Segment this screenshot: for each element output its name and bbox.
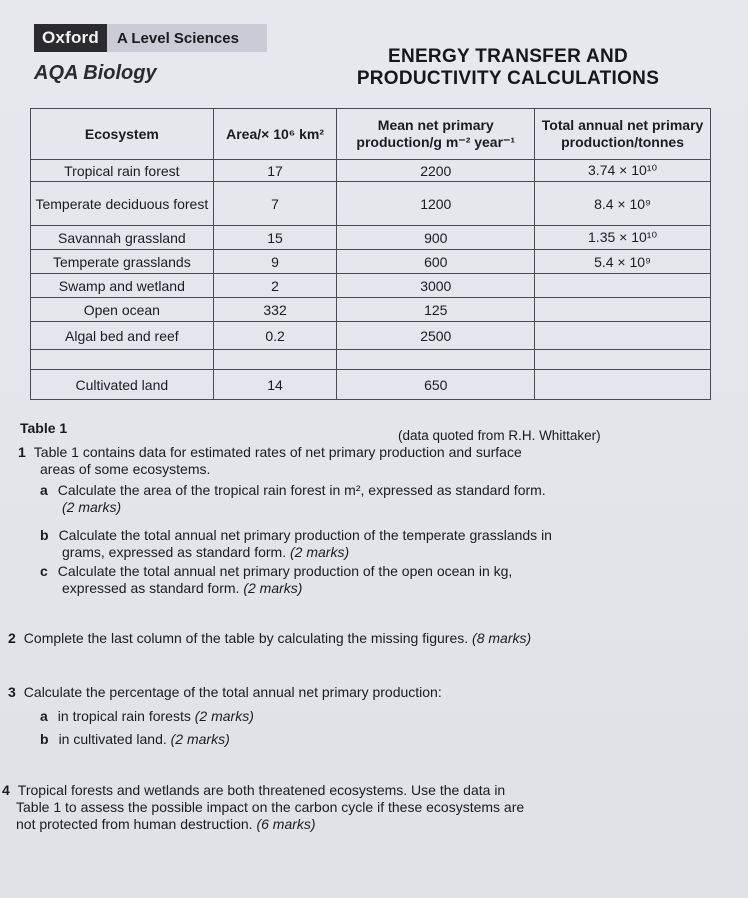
header-total: Total annual net primary production/tonnes: [535, 109, 711, 160]
question-1c: [40, 563, 720, 597]
question-4: [2, 782, 732, 833]
question-number: 4: [2, 782, 10, 798]
cell-area: 9: [213, 250, 337, 274]
cell-npp: 3000: [337, 274, 535, 298]
cell-area: 332: [213, 298, 337, 322]
question-label: a: [40, 708, 48, 724]
table-header-row: [31, 109, 711, 160]
question-3a: [40, 708, 720, 725]
table-row: [31, 250, 711, 274]
question-2: [8, 630, 728, 647]
question-label: c: [40, 563, 48, 579]
question-3b: [40, 731, 720, 748]
cell-npp: 600: [337, 250, 535, 274]
title-line-1: ENERGY TRANSFER AND: [387, 46, 629, 67]
cell-area: 15: [213, 226, 337, 250]
question-text: in cultivated land.: [58, 731, 167, 747]
cell-empty: [535, 350, 711, 370]
question-number: 2: [8, 630, 16, 646]
table-row: [31, 160, 711, 182]
table-row: [31, 226, 711, 250]
table-caption: Table 1: [20, 420, 68, 436]
question-3: [8, 684, 728, 701]
cell-npp: 1200: [337, 182, 535, 226]
cell-total: [535, 274, 711, 298]
question-text: Tropical forests and wetlands are both threatened ecosystems. Use the data in: [17, 782, 506, 798]
header-ecosystem: Ecosystem: [31, 109, 214, 160]
page-title: [318, 46, 698, 90]
table-row: [31, 370, 711, 400]
cell-area: 2: [213, 274, 337, 298]
question-text: Calculate the total annual net primary production of the open ocean in kg,: [57, 563, 513, 579]
cell-ecosystem: Temperate grasslands: [31, 250, 214, 274]
cell-ecosystem: Cultivated land: [31, 370, 214, 400]
brand-bar: [34, 24, 267, 52]
series-label: A Level Sciences: [107, 24, 267, 52]
question-text: Calculate the area of the tropical rain forest in m², expressed as standard form.: [57, 482, 546, 498]
cell-npp: 2200: [337, 160, 535, 182]
header-area: Area/× 10⁶ km²: [213, 109, 337, 160]
question-number: 3: [8, 684, 16, 700]
cell-ecosystem: Swamp and wetland: [31, 274, 214, 298]
cell-npp: 900: [337, 226, 535, 250]
cell-total: 1.35 × 10¹⁰: [535, 226, 711, 250]
question-text: expressed as standard form.: [62, 580, 240, 596]
question-marks: (8 marks): [472, 630, 532, 646]
table-source: (data quoted from R.H. Whittaker): [398, 428, 601, 443]
question-text: grams, expressed as standard form.: [62, 544, 287, 560]
cell-area: 0.2: [213, 322, 337, 350]
question-1: [18, 444, 718, 478]
cell-ecosystem: Open ocean: [31, 298, 214, 322]
header-npp: Mean net primary production/g m⁻² year⁻¹: [337, 109, 535, 160]
cell-npp: 125: [337, 298, 535, 322]
table-row: [31, 182, 711, 226]
question-label: b: [40, 527, 49, 543]
question-marks: (2 marks): [194, 708, 254, 724]
cell-area: 14: [213, 370, 337, 400]
table-row: [31, 350, 711, 370]
question-text: Table 1 contains data for estimated rates of net primary production and surface: [33, 444, 522, 460]
cell-empty: [31, 350, 214, 370]
question-label: a: [40, 482, 48, 498]
question-text: in tropical rain forests: [57, 708, 191, 724]
publisher-logo: Oxford: [34, 24, 107, 52]
question-marks: (2 marks): [243, 580, 303, 596]
question-1b: [40, 527, 720, 561]
question-text: Calculate the total annual net primary production of the temperate grasslands in: [58, 527, 552, 543]
cell-area: 17: [213, 160, 337, 182]
question-text: Table 1 to assess the possible impact on the carbon cycle if these ecosystems are: [16, 799, 525, 815]
cell-ecosystem: Savannah grassland: [31, 226, 214, 250]
question-1a: [40, 482, 720, 516]
question-number: 1: [18, 444, 26, 460]
question-text: areas of some ecosystems.: [40, 461, 211, 477]
question-text: not protected from human destruction.: [16, 816, 253, 832]
cell-total: 3.74 × 10¹⁰: [535, 160, 711, 182]
cell-ecosystem: Algal bed and reef: [31, 322, 214, 350]
cell-ecosystem: Tropical rain forest: [31, 160, 214, 182]
cell-ecosystem: Temperate deciduous forest: [31, 182, 214, 226]
subject-label: AQA Biology: [34, 62, 157, 84]
cell-area: 7: [213, 182, 337, 226]
table-row: [31, 322, 711, 350]
cell-npp: 650: [337, 370, 535, 400]
question-marks: (6 marks): [256, 816, 316, 832]
data-table: [30, 108, 711, 400]
question-marks: (2 marks): [170, 731, 230, 747]
header: [34, 24, 267, 84]
question-text: Calculate the percentage of the total annual net primary production:: [23, 684, 442, 700]
title-line-2: PRODUCTIVITY CALCULATIONS: [356, 68, 660, 89]
question-marks: (2 marks): [290, 544, 350, 560]
cell-empty: [337, 350, 535, 370]
cell-total: [535, 370, 711, 400]
cell-total: 8.4 × 10⁹: [535, 182, 711, 226]
question-text: Complete the last column of the table by calculating the missing figures.: [23, 630, 469, 646]
cell-total: 5.4 × 10⁹: [535, 250, 711, 274]
table-row: [31, 274, 711, 298]
cell-npp: 2500: [337, 322, 535, 350]
cell-total: [535, 298, 711, 322]
table-row: [31, 298, 711, 322]
question-label: b: [40, 731, 49, 747]
cell-empty: [213, 350, 337, 370]
cell-total: [535, 322, 711, 350]
question-marks: (2 marks): [62, 499, 122, 515]
